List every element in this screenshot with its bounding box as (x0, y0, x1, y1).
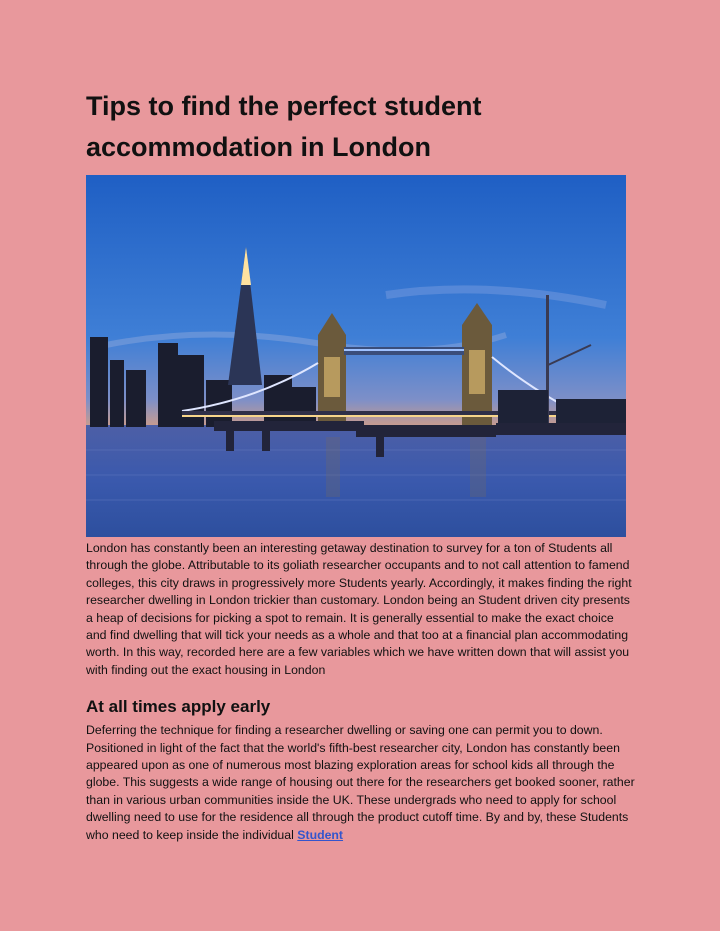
document-page (86, 86, 636, 844)
student-link[interactable]: Student (297, 827, 344, 842)
tower-bridge-photo (86, 175, 626, 537)
article-title (86, 86, 636, 168)
section-heading: At all times apply early (86, 697, 271, 717)
title-line-1: Tips to find the perfect student (86, 91, 482, 121)
title-line-2: accommodation in London (86, 132, 431, 162)
section-text: Deferring the technique for finding a researcher dwelling or saving one can permit you to down. Positioned in light of the fact that the world's fifth-best researcher city, London has constantly been appeared upon as one of numerous most blazing exploration areas for school kids all through the globe. This suggests a wide range of housing out there for the researchers get booked sooner, rather than in various urban communities inside the UK. These undergrads who need to apply for school dwelling need to use for the residence all through the product cutoff time. By and by, these Students who need to keep inside the individual (86, 723, 635, 842)
intro-paragraph: London has constantly been an interesting getaway destination to survey for a ton of Students all through the globe. Attributable to its goliath researcher occupants and to not call attention to famend colleges, this city draws in progressively more Students yearly. Accordingly, it makes finding the right researcher dwelling in London trickier than customary. London being an Student driven city presents a heap of decisions for picking a spot to remain. It is generally essential to make the exact choice and find dwelling that will tick your needs as a whole and that too at a financial plan accommodating worth. In this way, recorded here are a few variables which we have written down that will assist you with finding out the exact housing in London (86, 541, 632, 677)
section-paragraph (86, 722, 636, 844)
